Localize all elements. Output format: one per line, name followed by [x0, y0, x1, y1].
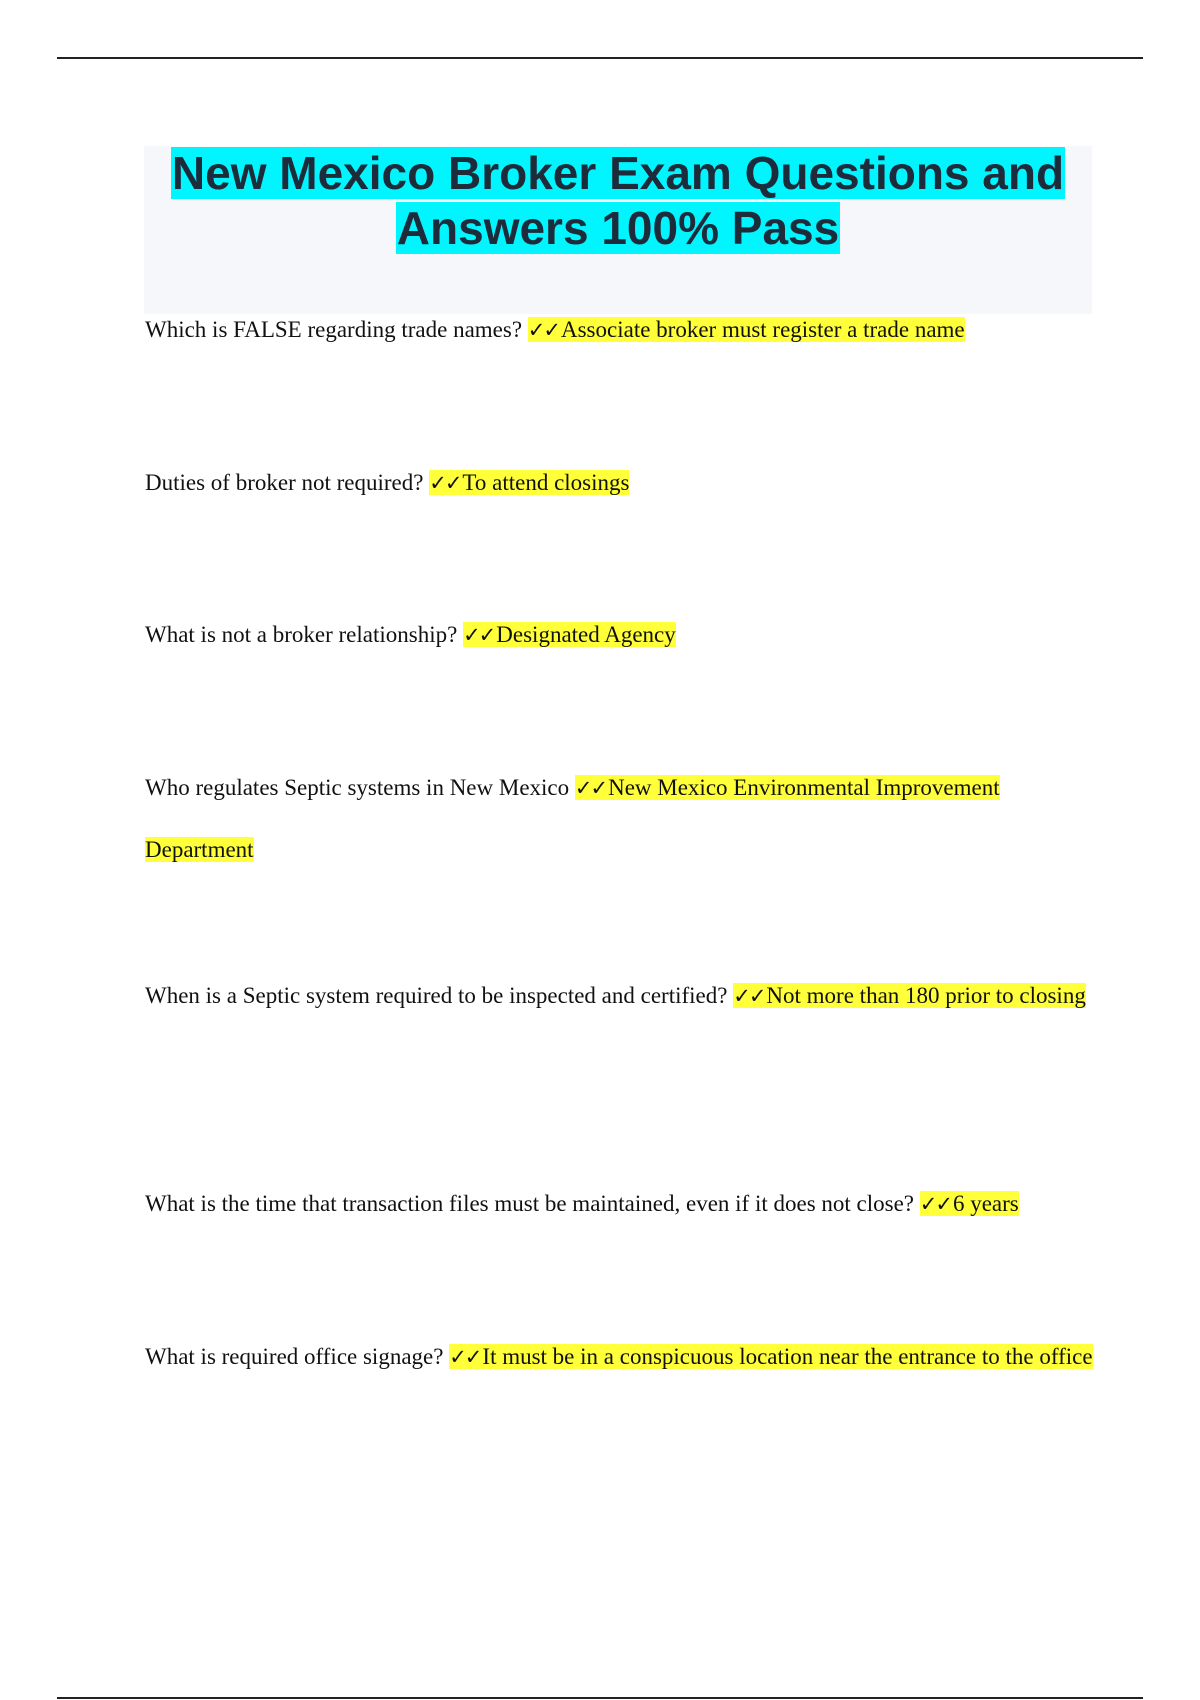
answer-highlight — [920, 1191, 1019, 1216]
question-text: What is required office signage? — [145, 1344, 444, 1369]
qa-item-5 — [145, 965, 1095, 1027]
qa-item-1 — [145, 299, 1095, 361]
question-text: What is the time that transaction files must be maintained, even if it does not close? — [145, 1191, 915, 1216]
answer-text: New Mexico Environmental Improvement Department — [145, 775, 1000, 862]
question-text: Which is FALSE regarding trade names? — [145, 317, 523, 342]
answer-text: It must be in a conspicuous location near the entrance to the office — [482, 1344, 1093, 1369]
document-title — [144, 146, 1092, 256]
top-rule — [57, 57, 1143, 59]
double-check-icon: ✓✓ — [919, 1192, 951, 1216]
answer-text: Not more than 180 prior to closing — [766, 983, 1086, 1008]
answer-text: To attend closings — [462, 470, 630, 495]
answer-highlight — [528, 317, 965, 342]
qa-item-7 — [145, 1326, 1095, 1388]
qa-item-6 — [145, 1173, 1095, 1235]
double-check-icon: ✓✓ — [574, 776, 607, 800]
double-check-icon: ✓✓ — [527, 318, 559, 342]
double-check-icon: ✓✓ — [463, 623, 495, 647]
question-text: When is a Septic system required to be inspected and certified? — [145, 983, 728, 1008]
answer-text: 6 years — [952, 1191, 1019, 1216]
answer-text: Associate broker must register a trade name — [561, 317, 965, 342]
bottom-rule — [57, 1697, 1143, 1699]
answer-highlight — [449, 1344, 1092, 1369]
qa-item-2 — [145, 452, 1095, 514]
qa-item-3 — [145, 604, 1095, 666]
question-text: What is not a broker relationship? — [145, 622, 458, 647]
answer-highlight — [463, 622, 676, 647]
double-check-icon: ✓✓ — [449, 1345, 481, 1369]
question-text: Duties of broker not required? — [145, 470, 424, 495]
question-text: Who regulates Septic systems in New Mexico — [145, 775, 570, 800]
double-check-icon: ✓✓ — [429, 471, 461, 495]
answer-text: Designated Agency — [496, 622, 676, 647]
title-block — [144, 146, 1092, 314]
qa-item-4 — [145, 757, 1095, 880]
answer-highlight — [733, 983, 1086, 1008]
answer-highlight — [429, 470, 629, 495]
double-check-icon: ✓✓ — [733, 984, 765, 1008]
document-title-text: New Mexico Broker Exam Questions and Answers 100% Pass — [171, 147, 1065, 254]
